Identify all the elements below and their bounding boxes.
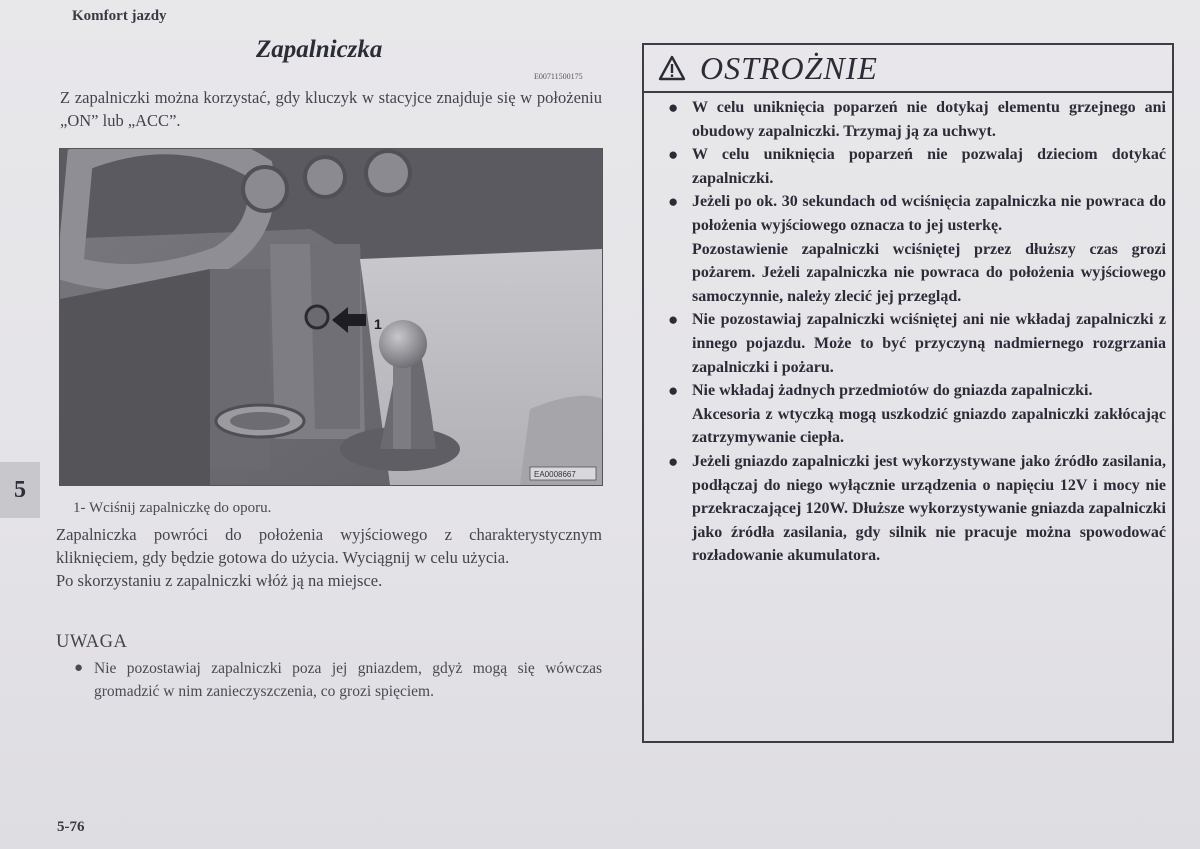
- warning-item: [668, 96, 1166, 143]
- lighter-photo: [59, 148, 603, 486]
- car-interior-illustration: [60, 149, 602, 485]
- note-title: UWAGA: [56, 632, 128, 652]
- bullet-icon: ●: [668, 192, 679, 212]
- warning-item: [668, 379, 1166, 450]
- warning-title: OSTROŻNIE: [700, 49, 878, 86]
- document-code: E00711500175: [534, 72, 583, 81]
- warning-text: Nie pozostawiaj zapalniczki wciśniętej ani nie wkładaj zapalniczki z innego pojazdu. Może to być przyczyną nadmiernego rozgrzania zapalniczki i pożaru.: [692, 311, 1166, 376]
- warning-list: [644, 93, 1172, 568]
- note-item: [74, 657, 602, 703]
- bullet-icon: ●: [668, 381, 679, 401]
- warning-text: Jeżeli po ok. 30 sekundach od wciśnięcia zapalniczka nie powraca do położenia wyjściowego oznacza to jej usterkę.: [692, 193, 1166, 234]
- bullet-icon: ●: [668, 98, 679, 117]
- warning-header: [644, 45, 1172, 93]
- warning-text: Akcesoria z wtyczką mogą uszkodzić gniazdo zapalniczki zakłócając zatrzymywanie ciepła.: [692, 405, 1166, 447]
- chapter-tab: [0, 462, 40, 518]
- note-list: [74, 657, 602, 703]
- warning-item: [668, 190, 1166, 308]
- warning-item: [668, 143, 1166, 190]
- note-text: Nie pozostawiaj zapalniczki poza jej gniazdem, gdyż mogą się wówczas gromadzić w nim zanieczyszczenia, co grozi spięciem.: [94, 660, 602, 700]
- bullet-icon: ●: [668, 145, 679, 165]
- paragraph: Zapalniczka powróci do położenia wyjściowego z charakterystycznym kliknięciem, gdy będzie gotowa do użycia. Wyciągnij w celu użycia.: [56, 525, 602, 567]
- warning-text: W celu uniknięcia poparzeń nie dotykaj elementu grzejnego ani obudowy zapalniczki. Trzymaj ją za uchwyt.: [692, 99, 1166, 140]
- warning-text: W celu uniknięcia poparzeń nie pozwalaj dzieciom dotykać zapalniczki.: [692, 146, 1166, 187]
- warning-item: [668, 450, 1166, 568]
- warning-text: Pozostawienie zapalniczki wciśniętej przez dłuższy czas grozi pożarem. Jeżeli zapalniczka nie powraca do położenia wyjściowego samoczynnie, należy zlecić jej przegląd.: [692, 240, 1166, 305]
- intro-paragraph: Z zapalniczki można korzystać, gdy kluczyk w stacyjce znajduje się w położeniu „ON” lub „ACC”.: [60, 88, 602, 130]
- image-code: EA0008667: [534, 470, 576, 479]
- bullet-icon: ●: [668, 451, 679, 471]
- bullet-icon: ●: [74, 660, 84, 676]
- page-title: Zapalniczka: [256, 36, 383, 63]
- page-number: 5-76: [57, 819, 85, 835]
- bullet-icon: ●: [668, 310, 679, 330]
- warning-text: Jeżeli gniazdo zapalniczki jest wykorzystywane jako źródło zasilania, podłączaj do niego wyłącznie urządzenia o napięciu 12V i mocy nie przekraczającej 120W. Dłuższe wykorzystywanie gniazda zapalniczki jako źródła zasilania, gdy silnik nie pracuje można spowodować rozładowanie akumulatora.: [692, 452, 1166, 565]
- warning-box: [642, 43, 1174, 743]
- warning-item: [668, 308, 1166, 379]
- image-caption: 1- Wciśnij zapalniczkę do oporu.: [73, 500, 272, 516]
- instructions-text: [56, 523, 602, 592]
- callout-label: 1: [374, 316, 382, 332]
- paragraph: Po skorzystaniu z zapalniczki włóż ją na miejsce.: [56, 571, 383, 590]
- chapter-number: 5: [14, 476, 26, 503]
- warning-text: Nie wkładaj żadnych przedmiotów do gniazda zapalniczki.: [692, 382, 1093, 400]
- section-header: Komfort jazdy: [72, 8, 167, 24]
- warning-triangle-icon: [658, 55, 686, 81]
